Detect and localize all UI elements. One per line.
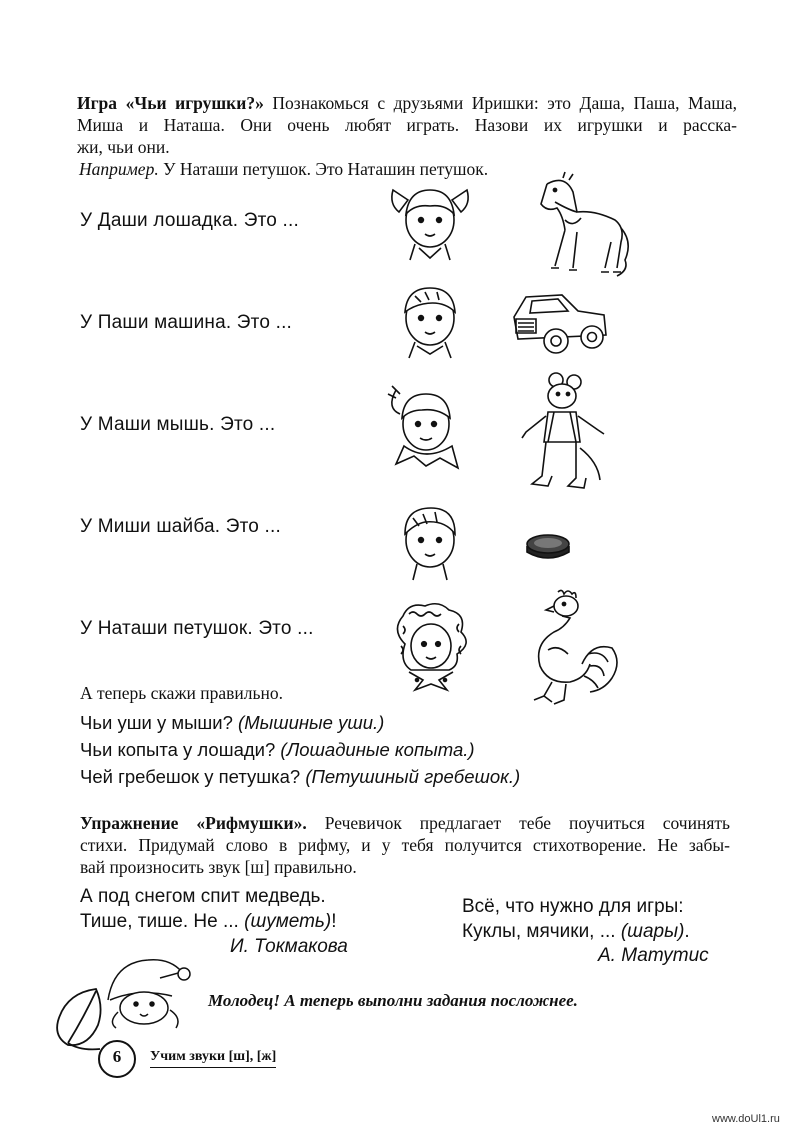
- poem2-answer: (шары): [620, 921, 685, 942]
- boy-illustration-1: [385, 278, 475, 360]
- curly-girl-illustration: [385, 600, 477, 692]
- row-5-text: У Наташи петушок. Это ...: [80, 618, 314, 639]
- exercise-paragraph: [80, 812, 730, 878]
- poem1-line-2: Тише, тише. Не ... (шуметь)!: [80, 911, 337, 932]
- poem1-author: И. Токмакова: [230, 936, 348, 957]
- watermark: www.doUl1.ru: [712, 1113, 780, 1125]
- girl-scarf-illustration: [382, 380, 472, 472]
- toy-car-illustration: [508, 285, 612, 357]
- poem1-line-1: А под снегом спит медведь.: [80, 886, 326, 907]
- rooster-illustration: [518, 588, 622, 710]
- poem1-answer: (шуметь): [244, 911, 332, 932]
- question-1: Чьи уши у мыши? (Мышиные уши.): [80, 712, 385, 733]
- row-3-text: У Маши мышь. Это ...: [80, 414, 276, 435]
- mouse-illustration: [518, 372, 610, 494]
- closing-text: Молодец! А теперь выполни задания посложнее.: [208, 991, 578, 1010]
- questions-block: [80, 709, 520, 790]
- exercise-title: Упражнение «Рифмушки».: [80, 813, 307, 833]
- hockey-puck-illustration: [523, 530, 573, 564]
- row-1-text: У Даши лошадка. Это ...: [80, 210, 299, 231]
- boy-illustration-2: [385, 498, 475, 582]
- intro-line-1: Игра «Чьи игрушки?» Познакомься с друзьями Иришки: это Даша, Паша, Маша, Миша и Наташа. Они очень любят играть. Назови их игрушки и расска-: [77, 93, 737, 135]
- intro-paragraph: [77, 92, 737, 180]
- answer-1: (Мышиные уши.): [238, 712, 385, 733]
- poem-tokmakova: [80, 884, 337, 934]
- exercise-line-1: Упражнение «Рифмушки». Речевичок предлагает тебе поучиться сочинять: [80, 813, 730, 833]
- example-line: Например. У Наташи петушок. Это Наташин петушок.: [79, 159, 489, 179]
- girl-pigtails-illustration: [385, 178, 475, 263]
- intro-line-2: жи, чьи они.: [77, 137, 170, 157]
- exercise-line-2: стихи. Придумай слово в рифму, и у тебя получится стихотворение. Не забы-: [80, 835, 730, 855]
- question-3: Чей гребешок у петушка? (Петушиный гребешок.): [80, 766, 521, 787]
- row-2-text: У Паши машина. Это ...: [80, 312, 293, 333]
- running-title: Учим звуки [ш], [ж]: [150, 1049, 276, 1068]
- answer-3: (Петушиный гребешок.): [305, 766, 521, 787]
- answer-2: (Лошадиные копыта.): [280, 739, 475, 760]
- example-label: Например.: [79, 159, 159, 179]
- poem-matutis: [462, 894, 690, 944]
- page-number: 6: [112, 1047, 122, 1066]
- exercise-line-3: вай произносить звук [ш] правильно.: [80, 857, 357, 877]
- horse-illustration: [525, 172, 635, 280]
- game-title: Игра «Чьи игрушки?»: [77, 93, 264, 113]
- poem2-line-2: Куклы, мячики, ... (шары).: [462, 921, 690, 942]
- poem2-author: А. Матутис: [598, 945, 709, 966]
- say-correct-label: А теперь скажи правильно.: [80, 683, 283, 703]
- row-4-text: У Миши шайба. Это ...: [80, 516, 281, 537]
- poem2-line-1: Всё, что нужно для игры:: [462, 896, 684, 917]
- question-2: Чьи копыта у лошади? (Лошадиные копыта.): [80, 739, 475, 760]
